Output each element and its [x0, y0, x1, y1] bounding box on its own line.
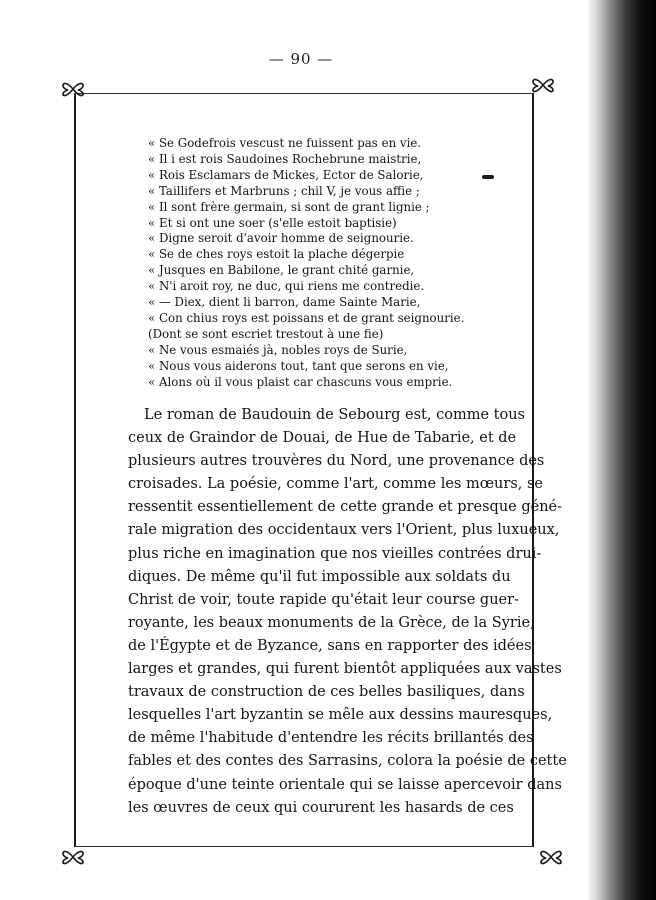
verse-block — [148, 136, 508, 391]
verse-line: « Taillifers et Marbruns ; chil V, je vous affie ; — [148, 183, 420, 198]
prose-line: ressentit essentiellement de cette grande et presque géné- — [128, 499, 563, 516]
corner-ornament-bottom-left — [58, 842, 88, 872]
prose-line: rale migration des occidentaux vers l'Orient, plus luxueux, — [128, 522, 560, 539]
prose-line: époque d'une teinte orientale qui se laisse apercevoir dans — [128, 776, 562, 793]
prose-line: larges et grandes, qui furent bientôt appliquées aux vastes — [128, 661, 562, 678]
verse-line: « Il i est rois Saudoines Rochebrune maistrie, — [148, 151, 422, 166]
verse-line: « Et si ont une soer (s'elle estoit baptisie) — [148, 215, 397, 230]
prose-line: Le roman de Baudouin de Sebourg est, comme tous — [144, 407, 525, 423]
corner-ornament-top-left — [58, 74, 88, 104]
prose-line: plusieurs autres trouvères du Nord, une provenance des — [128, 453, 545, 470]
prose-line: de l'Égypte et de Byzance, sans en rapporter des idées — [128, 637, 532, 654]
verse-line: « Nous vous aiderons tout, tant que serons en vie, — [148, 358, 449, 373]
corner-ornament-top-right — [528, 70, 558, 100]
verse-line: « — Diex, dient li barron, dame Sainte Marie, — [148, 295, 421, 310]
book-spine-shadow — [586, 0, 656, 900]
verse-line: « Il sont frère germain, si sont de grant lignie ; — [148, 199, 430, 214]
verse-line: « Ne vous esmaiés jà, nobles roys de Surie, — [148, 342, 408, 357]
corner-ornament-bottom-right — [536, 842, 566, 872]
verse-line: (Dont se sont escriet trestout à une fie) — [148, 326, 384, 341]
verse-line: « Alons où il vous plaist car chascuns vous emprie. — [148, 374, 453, 389]
prose-line: plus riche en imagination que nos vieilles contrées drui- — [128, 545, 542, 562]
prose-line: travaux de construction de ces belles basiliques, dans — [128, 684, 525, 701]
prose-line: royante, les beaux monuments de la Grèce, de la Syrie, — [128, 614, 535, 631]
prose-line: ceux de Graindor de Douai, de Hue de Tabarie, et de — [128, 430, 517, 447]
prose-line: croisades. La poésie, comme l'art, comme les mœurs, se — [128, 476, 544, 493]
page-number: — 90 — — [268, 50, 334, 68]
prose-line: diques. De même qu'il fut impossible aux soldats du — [128, 568, 511, 585]
prose-line: fables et des contes des Sarrasins, colora la poésie de cette — [128, 753, 567, 770]
verse-line: « Se de ches roys estoit la plache dégerpie — [148, 247, 405, 262]
prose-line: Christ de voir, toute rapide qu'était leur course guer- — [128, 591, 519, 608]
verse-line: « Se Godefrois vescust ne fuissent pas en vie. — [148, 136, 422, 150]
verse-line: « Digne seroit d'avoir homme de seignourie. — [148, 231, 414, 246]
verse-line: « N'i aroit roy, ne duc, qui riens me contredie. — [148, 279, 425, 294]
prose-paragraph — [128, 404, 567, 820]
verse-line: « Con chius roys est poissans et de grant seignourie. — [148, 310, 465, 325]
verse-line: « Jusques en Babilone, le grant chité garnie, — [148, 263, 415, 278]
prose-line: les œuvres de ceux qui coururent les hasards de ces — [128, 799, 514, 816]
prose-line: lesquelles l'art byzantin se mêle aux dessins mauresques, — [128, 707, 553, 724]
prose-line: de même l'habitude d'entendre les récits brillantés des — [128, 730, 534, 747]
verse-line: « Rois Esclamars de Mickes, Ector de Salorie, — [148, 167, 424, 182]
